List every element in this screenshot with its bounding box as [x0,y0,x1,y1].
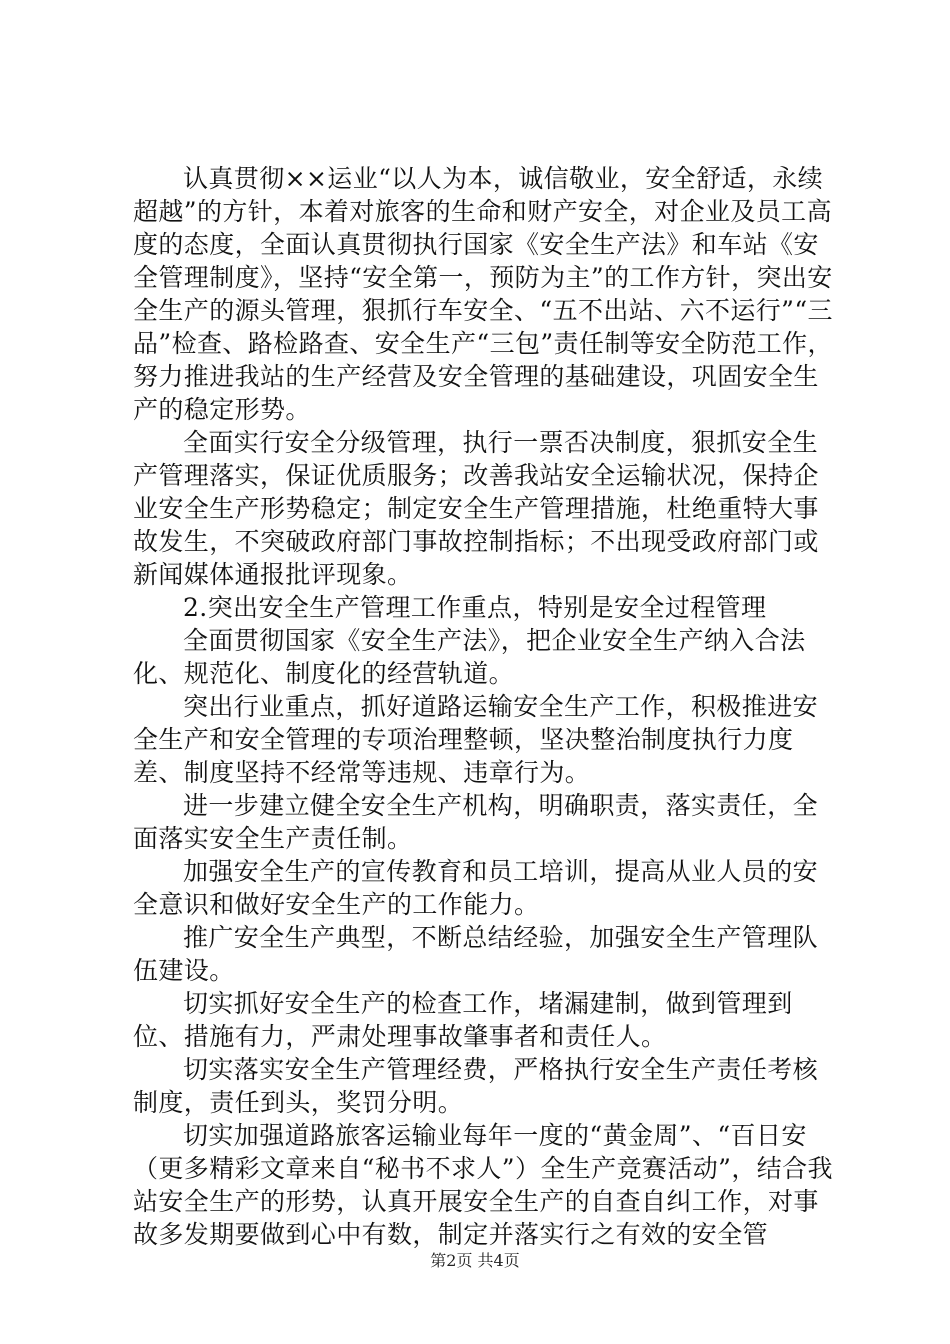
document-body [133,162,838,1251]
section-heading-2: 2.突出安全生产管理工作重点，特别是安全过程管理 [183,593,767,622]
paragraph-10: 切实加强道路旅客运输业每年一度的“黄金周”、“百日安（更多精彩文章来自“秘书不求人”）全生产竞赛活动”，结合我站安全生产的形势，认真开展安全生产的自查自纠工作，对事故多发期要做到心中有数，制定并落实行之有效的安全管 [133,1121,833,1249]
paragraph-6: 加强安全生产的宣传教育和员工培训，提高从业人员的安全意识和做好安全生产的工作能力。 [133,857,819,919]
paragraph-7: 推广安全生产典型，不断总结经验，加强安全生产管理队伍建设。 [133,923,819,985]
paragraph-1: 认真贯彻××运业“以人为本，诚信敬业，安全舒适，永续超越”的方针，本着对旅客的生命和财产安全，对企业及员工高度的态度，全面认真贯彻执行国家《安全生产法》和车站《安全管理制度》，坚持“安全第一，预防为主”的工作方针，突出安全生产的源头管理，狠抓行车安全、“五不出站、六不运行”“三品”检查、路检路查、安全生产“三包”责任制等安全防范工作，努力推进我站的生产经营及安全管理的基础建设，巩固安全生产的稳定形势。 [133,164,833,424]
page-number-footer: 第2页 共4页 [430,1251,520,1270]
paragraph-2: 全面实行安全分级管理，执行一票否决制度，狠抓安全生产管理落实，保证优质服务；改善我站安全运输状况，保持企业安全生产形势稳定；制定安全生产管理措施，杜绝重特大事故发生，不突破政府部门事故控制指标；不出现受政府部门或新闻媒体通报批评现象。 [133,428,819,589]
paragraph-5: 进一步建立健全安全生产机构，明确职责，落实责任，全面落实安全生产责任制。 [133,791,819,853]
paragraph-3: 全面贯彻国家《安全生产法》，把企业安全生产纳入合法化、规范化、制度化的经营轨道。 [133,626,806,688]
paragraph-9: 切实落实安全生产管理经费，严格执行安全生产责任考核制度，责任到头，奖罚分明。 [133,1055,819,1117]
paragraph-8: 切实抓好安全生产的检查工作，堵漏建制，做到管理到位、措施有力，严肃处理事故肇事者和责任人。 [133,989,793,1051]
paragraph-4: 突出行业重点，抓好道路运输安全生产工作，积极推进安全生产和安全管理的专项治理整顿，坚决整治制度执行力度差、制度坚持不经常等违规、违章行为。 [133,692,819,787]
